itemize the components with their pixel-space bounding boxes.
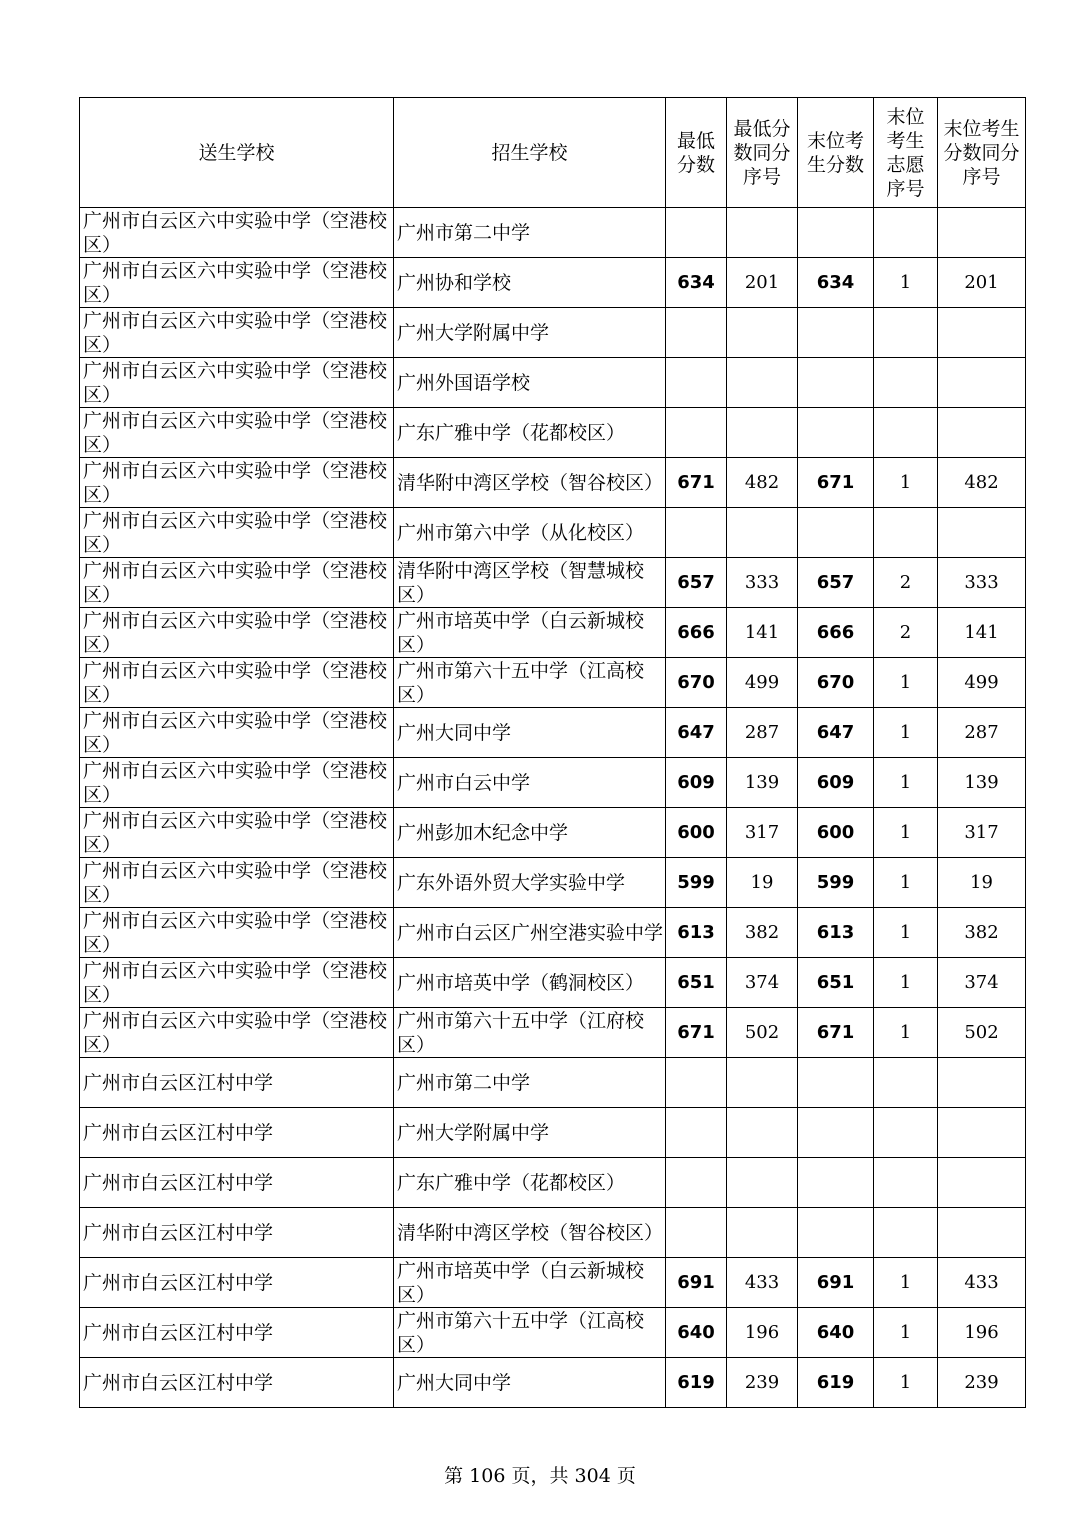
cell-sender: 广州市白云区六中实验中学（空港校区） bbox=[80, 258, 394, 308]
cell-last-score bbox=[798, 308, 874, 358]
cell-sender: 广州市白云区江村中学 bbox=[80, 1208, 394, 1258]
cell-sender: 广州市白云区六中实验中学（空港校区） bbox=[80, 908, 394, 958]
cell-min-rank bbox=[727, 1108, 798, 1158]
cell-last-rank: 482 bbox=[938, 458, 1026, 508]
cell-min-rank bbox=[727, 358, 798, 408]
cell-last-rank: 382 bbox=[938, 908, 1026, 958]
cell-last-rank bbox=[938, 508, 1026, 558]
cell-min-score: 671 bbox=[666, 458, 727, 508]
cell-min-rank: 499 bbox=[727, 658, 798, 708]
cell-min-score: 634 bbox=[666, 258, 727, 308]
cell-min-rank: 433 bbox=[727, 1258, 798, 1308]
cell-min-score: 666 bbox=[666, 608, 727, 658]
cell-recruiter: 广东外语外贸大学实验中学 bbox=[394, 858, 666, 908]
cell-last-choice: 1 bbox=[874, 1308, 938, 1358]
table-row bbox=[80, 358, 1026, 408]
cell-last-rank: 433 bbox=[938, 1258, 1026, 1308]
cell-min-score bbox=[666, 408, 727, 458]
cell-min-rank bbox=[727, 208, 798, 258]
col-header-last-score: 末位考 生分数 bbox=[798, 98, 874, 208]
cell-last-score: 670 bbox=[798, 658, 874, 708]
cell-last-rank bbox=[938, 1058, 1026, 1108]
cell-recruiter: 广州市白云中学 bbox=[394, 758, 666, 808]
cell-sender: 广州市白云区六中实验中学（空港校区） bbox=[80, 508, 394, 558]
cell-last-choice bbox=[874, 308, 938, 358]
table-row bbox=[80, 408, 1026, 458]
cell-last-rank: 196 bbox=[938, 1308, 1026, 1358]
table-row bbox=[80, 908, 1026, 958]
cell-last-score: 609 bbox=[798, 758, 874, 808]
cell-last-score bbox=[798, 1208, 874, 1258]
cell-last-rank bbox=[938, 408, 1026, 458]
cell-min-rank: 141 bbox=[727, 608, 798, 658]
cell-sender: 广州市白云区江村中学 bbox=[80, 1258, 394, 1308]
cell-min-rank: 287 bbox=[727, 708, 798, 758]
cell-last-choice: 1 bbox=[874, 858, 938, 908]
cell-last-choice: 2 bbox=[874, 608, 938, 658]
cell-recruiter: 广州大同中学 bbox=[394, 1358, 666, 1408]
cell-last-score: 651 bbox=[798, 958, 874, 1008]
cell-last-choice: 2 bbox=[874, 558, 938, 608]
cell-last-score bbox=[798, 208, 874, 258]
cell-min-score bbox=[666, 1158, 727, 1208]
cell-last-rank: 141 bbox=[938, 608, 1026, 658]
cell-last-score bbox=[798, 1058, 874, 1108]
table-row bbox=[80, 208, 1026, 258]
cell-last-choice bbox=[874, 208, 938, 258]
cell-sender: 广州市白云区六中实验中学（空港校区） bbox=[80, 958, 394, 1008]
cell-recruiter: 清华附中湾区学校（智慧城校区） bbox=[394, 558, 666, 608]
cell-min-rank: 196 bbox=[727, 1308, 798, 1358]
cell-min-score bbox=[666, 308, 727, 358]
cell-min-score: 671 bbox=[666, 1008, 727, 1058]
cell-last-rank: 317 bbox=[938, 808, 1026, 858]
cell-recruiter: 广州大学附属中学 bbox=[394, 308, 666, 358]
cell-last-score bbox=[798, 1158, 874, 1208]
col-header-recruiter: 招生学校 bbox=[394, 98, 666, 208]
cell-recruiter: 广州市第六十五中学（江高校区） bbox=[394, 1308, 666, 1358]
cell-last-score: 647 bbox=[798, 708, 874, 758]
table-row bbox=[80, 808, 1026, 858]
cell-recruiter: 清华附中湾区学校（智谷校区） bbox=[394, 458, 666, 508]
table-row bbox=[80, 758, 1026, 808]
table-row bbox=[80, 258, 1026, 308]
table-row bbox=[80, 658, 1026, 708]
cell-min-score: 651 bbox=[666, 958, 727, 1008]
cell-sender: 广州市白云区六中实验中学（空港校区） bbox=[80, 708, 394, 758]
cell-min-rank: 201 bbox=[727, 258, 798, 308]
cell-last-choice bbox=[874, 408, 938, 458]
cell-min-rank: 317 bbox=[727, 808, 798, 858]
cell-last-rank: 374 bbox=[938, 958, 1026, 1008]
cell-min-score: 599 bbox=[666, 858, 727, 908]
cell-sender: 广州市白云区六中实验中学（空港校区） bbox=[80, 458, 394, 508]
cell-recruiter: 广州市培英中学（白云新城校区） bbox=[394, 608, 666, 658]
cell-last-rank: 333 bbox=[938, 558, 1026, 608]
table-row bbox=[80, 1008, 1026, 1058]
cell-sender: 广州市白云区六中实验中学（空港校区） bbox=[80, 858, 394, 908]
cell-sender: 广州市白云区江村中学 bbox=[80, 1308, 394, 1358]
cell-last-rank: 139 bbox=[938, 758, 1026, 808]
cell-min-rank: 19 bbox=[727, 858, 798, 908]
cell-last-score: 671 bbox=[798, 458, 874, 508]
cell-recruiter: 广州市培英中学（白云新城校区） bbox=[394, 1258, 666, 1308]
cell-last-rank bbox=[938, 308, 1026, 358]
cell-last-score bbox=[798, 408, 874, 458]
cell-last-choice: 1 bbox=[874, 1008, 938, 1058]
cell-last-choice bbox=[874, 1158, 938, 1208]
cell-sender: 广州市白云区六中实验中学（空港校区） bbox=[80, 358, 394, 408]
cell-last-rank: 287 bbox=[938, 708, 1026, 758]
table-row bbox=[80, 1108, 1026, 1158]
cell-last-rank: 502 bbox=[938, 1008, 1026, 1058]
cell-last-score: 671 bbox=[798, 1008, 874, 1058]
table-row bbox=[80, 608, 1026, 658]
cell-last-rank bbox=[938, 1108, 1026, 1158]
cell-last-rank bbox=[938, 1158, 1026, 1208]
cell-min-rank: 239 bbox=[727, 1358, 798, 1408]
cell-last-score: 691 bbox=[798, 1258, 874, 1308]
table-row bbox=[80, 458, 1026, 508]
admission-table bbox=[79, 97, 1026, 1408]
col-header-min-score: 最低 分数 bbox=[666, 98, 727, 208]
cell-last-choice bbox=[874, 1058, 938, 1108]
cell-recruiter: 广州市第二中学 bbox=[394, 1058, 666, 1108]
page-footer: 第 106 页，共 304 页 bbox=[444, 1465, 636, 1487]
cell-min-score: 670 bbox=[666, 658, 727, 708]
cell-last-choice: 1 bbox=[874, 658, 938, 708]
cell-sender: 广州市白云区江村中学 bbox=[80, 1158, 394, 1208]
cell-sender: 广州市白云区江村中学 bbox=[80, 1358, 394, 1408]
table-row bbox=[80, 1258, 1026, 1308]
cell-min-score bbox=[666, 1108, 727, 1158]
cell-sender: 广州市白云区江村中学 bbox=[80, 1108, 394, 1158]
cell-recruiter: 广州大同中学 bbox=[394, 708, 666, 758]
cell-sender: 广州市白云区六中实验中学（空港校区） bbox=[80, 658, 394, 708]
cell-recruiter: 广州彭加木纪念中学 bbox=[394, 808, 666, 858]
cell-recruiter: 广州协和学校 bbox=[394, 258, 666, 308]
col-header-sender: 送生学校 bbox=[80, 98, 394, 208]
cell-recruiter: 广州市培英中学（鹤洞校区） bbox=[394, 958, 666, 1008]
cell-min-rank bbox=[727, 308, 798, 358]
table-row bbox=[80, 508, 1026, 558]
table-row bbox=[80, 1308, 1026, 1358]
cell-sender: 广州市白云区六中实验中学（空港校区） bbox=[80, 408, 394, 458]
cell-last-rank: 499 bbox=[938, 658, 1026, 708]
table-row bbox=[80, 558, 1026, 608]
cell-recruiter: 广州大学附属中学 bbox=[394, 1108, 666, 1158]
cell-min-rank: 374 bbox=[727, 958, 798, 1008]
cell-min-rank bbox=[727, 1058, 798, 1108]
table-row bbox=[80, 1058, 1026, 1108]
cell-last-score: 634 bbox=[798, 258, 874, 308]
cell-last-rank bbox=[938, 358, 1026, 408]
cell-sender: 广州市白云区六中实验中学（空港校区） bbox=[80, 1008, 394, 1058]
table-row bbox=[80, 708, 1026, 758]
cell-min-score: 691 bbox=[666, 1258, 727, 1308]
table-row bbox=[80, 1358, 1026, 1408]
cell-recruiter: 广州市第二中学 bbox=[394, 208, 666, 258]
cell-last-score: 640 bbox=[798, 1308, 874, 1358]
cell-recruiter: 广东广雅中学（花都校区） bbox=[394, 408, 666, 458]
cell-last-rank: 239 bbox=[938, 1358, 1026, 1408]
cell-min-score bbox=[666, 508, 727, 558]
cell-min-score: 657 bbox=[666, 558, 727, 608]
cell-sender: 广州市白云区江村中学 bbox=[80, 1058, 394, 1108]
cell-last-rank: 201 bbox=[938, 258, 1026, 308]
table-row bbox=[80, 1208, 1026, 1258]
cell-last-choice: 1 bbox=[874, 808, 938, 858]
cell-last-score: 600 bbox=[798, 808, 874, 858]
cell-last-score: 613 bbox=[798, 908, 874, 958]
cell-min-rank: 482 bbox=[727, 458, 798, 508]
cell-min-rank: 502 bbox=[727, 1008, 798, 1058]
cell-last-score: 657 bbox=[798, 558, 874, 608]
cell-min-rank bbox=[727, 1158, 798, 1208]
cell-recruiter: 广州市第六十五中学（江高校区） bbox=[394, 658, 666, 708]
table-body bbox=[80, 208, 1026, 1408]
cell-min-score bbox=[666, 208, 727, 258]
cell-min-rank: 139 bbox=[727, 758, 798, 808]
table-row bbox=[80, 308, 1026, 358]
cell-last-rank bbox=[938, 208, 1026, 258]
cell-sender: 广州市白云区六中实验中学（空港校区） bbox=[80, 208, 394, 258]
cell-last-choice bbox=[874, 358, 938, 408]
cell-recruiter: 广州市白云区广州空港实验中学 bbox=[394, 908, 666, 958]
cell-min-score: 600 bbox=[666, 808, 727, 858]
cell-sender: 广州市白云区六中实验中学（空港校区） bbox=[80, 608, 394, 658]
cell-recruiter: 广州市第六中学（从化校区） bbox=[394, 508, 666, 558]
cell-last-score: 666 bbox=[798, 608, 874, 658]
table-row bbox=[80, 1158, 1026, 1208]
cell-last-score bbox=[798, 1108, 874, 1158]
cell-last-score bbox=[798, 358, 874, 408]
col-header-last-rank: 末位考生 分数同分 序号 bbox=[938, 98, 1026, 208]
cell-last-rank bbox=[938, 1208, 1026, 1258]
cell-recruiter: 广州市第六十五中学（江府校区） bbox=[394, 1008, 666, 1058]
cell-last-choice: 1 bbox=[874, 258, 938, 308]
cell-min-rank bbox=[727, 1208, 798, 1258]
cell-sender: 广州市白云区六中实验中学（空港校区） bbox=[80, 308, 394, 358]
cell-min-rank bbox=[727, 408, 798, 458]
cell-min-score: 609 bbox=[666, 758, 727, 808]
cell-min-score bbox=[666, 1208, 727, 1258]
cell-min-score bbox=[666, 1058, 727, 1108]
cell-min-score: 640 bbox=[666, 1308, 727, 1358]
cell-recruiter: 清华附中湾区学校（智谷校区） bbox=[394, 1208, 666, 1258]
cell-sender: 广州市白云区六中实验中学（空港校区） bbox=[80, 558, 394, 608]
cell-last-choice: 1 bbox=[874, 908, 938, 958]
cell-last-choice: 1 bbox=[874, 1358, 938, 1408]
cell-last-choice: 1 bbox=[874, 708, 938, 758]
cell-recruiter: 广州外国语学校 bbox=[394, 358, 666, 408]
cell-last-score: 599 bbox=[798, 858, 874, 908]
cell-last-choice: 1 bbox=[874, 458, 938, 508]
cell-last-choice bbox=[874, 1208, 938, 1258]
cell-min-rank bbox=[727, 508, 798, 558]
cell-min-score bbox=[666, 358, 727, 408]
cell-min-rank: 333 bbox=[727, 558, 798, 608]
cell-last-choice bbox=[874, 1108, 938, 1158]
table-header-row bbox=[80, 98, 1026, 208]
cell-last-rank: 19 bbox=[938, 858, 1026, 908]
table-row bbox=[80, 858, 1026, 908]
cell-last-choice: 1 bbox=[874, 958, 938, 1008]
cell-sender: 广州市白云区六中实验中学（空港校区） bbox=[80, 808, 394, 858]
cell-min-score: 619 bbox=[666, 1358, 727, 1408]
cell-min-score: 613 bbox=[666, 908, 727, 958]
table-row bbox=[80, 958, 1026, 1008]
col-header-min-rank: 最低分 数同分 序号 bbox=[727, 98, 798, 208]
cell-last-choice bbox=[874, 508, 938, 558]
cell-sender: 广州市白云区六中实验中学（空港校区） bbox=[80, 758, 394, 808]
cell-last-choice: 1 bbox=[874, 1258, 938, 1308]
cell-last-choice: 1 bbox=[874, 758, 938, 808]
col-header-last-choice: 末位 考生 志愿 序号 bbox=[874, 98, 938, 208]
cell-last-score: 619 bbox=[798, 1358, 874, 1408]
cell-recruiter: 广东广雅中学（花都校区） bbox=[394, 1158, 666, 1208]
cell-last-score bbox=[798, 508, 874, 558]
cell-min-score: 647 bbox=[666, 708, 727, 758]
cell-min-rank: 382 bbox=[727, 908, 798, 958]
